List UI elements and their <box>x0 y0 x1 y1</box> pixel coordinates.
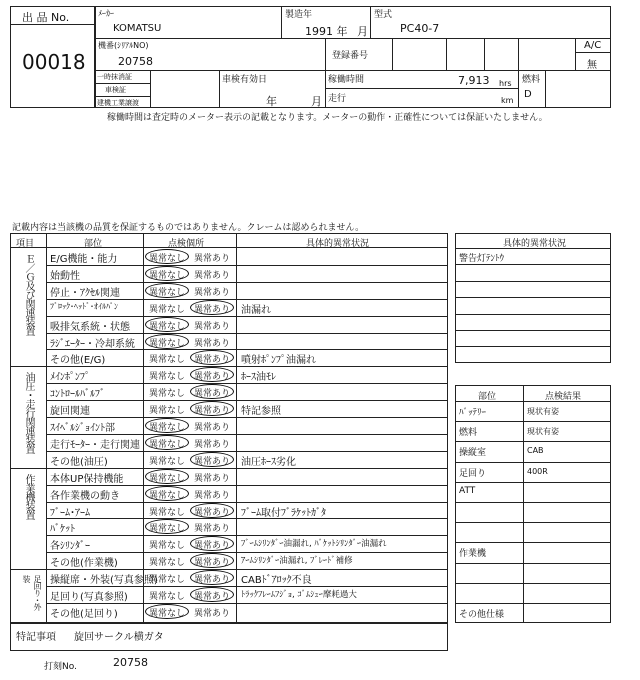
option-ok[interactable]: 異常なし <box>149 575 186 586</box>
option-ok[interactable]: 異常なし <box>149 321 186 332</box>
option-ok[interactable]: 異常なし <box>149 423 186 433</box>
expiry-year-unit: 年 <box>266 95 277 108</box>
inspection-expiry-label: 車検有効日 <box>222 75 268 85</box>
hours-unit: hrs <box>499 79 512 88</box>
option-ng[interactable]: 異常あり <box>194 287 231 298</box>
option-ok[interactable]: 異常なし <box>149 558 186 569</box>
construction-cert-label: 建機工業譲渡 <box>97 99 139 107</box>
selected-circle-mark <box>190 300 234 315</box>
selected-circle-mark <box>145 418 189 433</box>
option-ng[interactable]: 異常あり <box>194 321 231 332</box>
option-ng[interactable]: 異常あり <box>194 439 231 450</box>
option-ng[interactable]: 異常あり <box>194 558 231 569</box>
option-ng[interactable]: 異常あり <box>194 304 231 315</box>
option-ng[interactable]: 異常あり <box>194 254 231 264</box>
group-label: 足回り・外装 <box>22 575 42 611</box>
month-unit: 月 <box>357 25 368 38</box>
temp-permit-label: 一時抹消証 <box>97 73 132 81</box>
row-part: その他(作業機) <box>50 558 118 570</box>
lot-label: 出 品 No. <box>22 11 70 24</box>
stamp-label: 打刻No. <box>44 662 77 672</box>
option-ng[interactable]: 異常あり <box>194 592 231 602</box>
row-part: ｽｲﾍﾞﾙｼﾞｮｲﾝﾄ部 <box>50 423 115 434</box>
row-note: ﾌﾞｰﾑｼﾘﾝﾀﾞｰ油漏れ, ﾊﾞｹｯﾄｼﾘﾝﾀﾞｰ油漏れ <box>241 539 387 550</box>
row-part: ｺﾝﾄﾛｰﾙﾊﾞﾙﾌﾞ <box>50 389 105 401</box>
reg-number-label: 登録番号 <box>332 51 369 61</box>
col-header-part: 部位 <box>84 239 103 249</box>
option-ng[interactable]: 異常あり <box>194 608 231 619</box>
row-note: ﾄﾗｯｸﾌﾚｰﾑﾌｼﾞｮ, ｺﾞﾑｼｭｰ摩耗過大 <box>241 590 357 600</box>
results-row-part: ATT <box>459 485 476 496</box>
selected-circle-mark <box>145 435 189 450</box>
row-part: 旋回関連 <box>50 406 90 418</box>
row-part: その他(油圧) <box>50 456 108 468</box>
model-value: PC40-7 <box>400 22 440 35</box>
option-ok[interactable]: 異常なし <box>149 608 186 619</box>
option-ng[interactable]: 異常あり <box>194 490 231 501</box>
maker-label: ﾒｰｶｰ <box>98 9 114 18</box>
row-part: 足回り(写真参照) <box>50 592 128 603</box>
ac-value: 無 <box>587 60 597 71</box>
option-ng[interactable]: 異常あり <box>194 507 231 518</box>
results-header-part: 部位 <box>478 392 497 402</box>
option-ok[interactable]: 異常なし <box>149 507 186 518</box>
option-ok[interactable]: 異常なし <box>149 406 186 417</box>
selected-circle-mark <box>145 249 189 264</box>
ac-label: A/C <box>584 40 602 51</box>
lot-number: 00018 <box>22 50 86 74</box>
results-row-part: 操縦室 <box>459 448 487 459</box>
fuel-label: 燃料 <box>522 75 541 85</box>
row-part: ﾗｼﾞｴｰﾀｰ・冷却系統 <box>50 338 135 350</box>
selected-circle-mark <box>145 317 189 332</box>
option-ng[interactable]: 異常あり <box>194 575 231 586</box>
option-ng[interactable]: 異常あり <box>194 541 231 552</box>
results-header-result: 点検結果 <box>545 392 582 402</box>
row-part: 操縦席・外装(写真参照) <box>50 575 158 587</box>
row-part: その他(E/G) <box>50 355 106 367</box>
results-row-result: 400R <box>527 466 548 476</box>
option-ng[interactable]: 異常あり <box>194 456 231 467</box>
results-row-result: 現状有姿 <box>527 407 559 416</box>
selected-circle-mark <box>190 401 234 416</box>
remarks-label: 特記事項 <box>16 632 56 643</box>
option-ok[interactable]: 異常なし <box>149 338 186 349</box>
option-ng[interactable]: 異常あり <box>194 423 231 433</box>
remarks-value: 旋回サークル横ガタ <box>74 632 164 643</box>
inspection-cert-label: 車検証 <box>105 86 126 94</box>
col-header-check: 点検個所 <box>168 239 205 249</box>
serial-value: 20758 <box>118 55 153 68</box>
group-label: Ｅ／Ｇ及び関連装置 <box>23 254 34 335</box>
option-ok[interactable]: 異常なし <box>149 270 186 281</box>
year-value: 1991 年 <box>305 25 348 38</box>
row-note: ﾌﾞｰﾑ取付ﾌﾞﾗｹｯﾄｶﾞﾀ <box>241 507 326 519</box>
details-row: 警告灯ﾃﾝﾄｳ <box>459 254 505 264</box>
fuel-value: D <box>524 89 532 100</box>
expiry-month-unit: 月 <box>311 95 322 108</box>
results-row-result: CAB <box>527 446 544 456</box>
mileage-label: 走行 <box>328 94 347 104</box>
option-ng[interactable]: 異常あり <box>194 524 231 535</box>
row-note: 油圧ﾎｰｽ劣化 <box>241 456 296 468</box>
selected-circle-mark <box>145 469 189 484</box>
option-ok[interactable]: 異常なし <box>149 456 186 467</box>
right-details-header: 具体的異常状況 <box>503 239 567 249</box>
row-part: 走行ﾓｰﾀｰ・走行関連 <box>50 439 140 451</box>
selected-circle-mark <box>145 486 189 501</box>
hours-value: 7,913 <box>458 74 490 87</box>
results-row-part: 足回り <box>459 468 487 479</box>
option-ok[interactable]: 異常なし <box>149 355 186 366</box>
selected-circle-mark <box>145 334 189 349</box>
option-ok[interactable]: 異常なし <box>149 372 186 383</box>
results-row-part: 燃料 <box>459 428 478 439</box>
row-part: 各ｼﾘﾝﾀﾞｰ <box>50 541 90 553</box>
selected-circle-mark <box>190 570 234 585</box>
row-note: 噴射ﾎﾟﾝﾌﾟ油漏れ <box>241 355 316 367</box>
row-part: ﾌﾞｰﾑ･ｱｰﾑ <box>50 507 90 519</box>
option-ok[interactable]: 異常なし <box>149 304 186 315</box>
option-ok[interactable]: 異常なし <box>149 254 186 264</box>
selected-circle-mark <box>145 604 189 619</box>
row-part: 吸排気系統・状態 <box>50 321 130 333</box>
model-label: 型式 <box>374 10 393 20</box>
row-part: ﾒｲﾝﾎﾟﾝﾌﾟ <box>50 372 90 384</box>
row-note: ﾎｰｽ油ﾓﾚ <box>241 372 276 384</box>
serial-label: 機番(ｼﾘｱﾙNO) <box>98 41 149 50</box>
selected-circle-mark <box>190 587 234 602</box>
row-note: ｱｰﾑｼﾘﾝﾀﾞｰ油漏れ, ﾌﾞﾚｰﾄﾞ補修 <box>241 556 353 567</box>
option-ng[interactable]: 異常あり <box>194 270 231 281</box>
results-row-result: 現状有姿 <box>527 427 559 437</box>
row-part: ﾌﾞﾛｯｸ･ﾍｯﾄﾞ･ｵｲﾙﾊﾟﾝ <box>50 301 118 311</box>
maker-value: KOMATSU <box>113 23 162 34</box>
option-ng[interactable]: 異常あり <box>194 372 231 383</box>
year-label: 製造年 <box>285 10 313 20</box>
option-ng[interactable]: 異常あり <box>194 355 231 366</box>
option-ok[interactable]: 異常なし <box>149 592 186 602</box>
group-label: 作業機装置 <box>23 473 34 519</box>
option-ok[interactable]: 異常なし <box>149 541 186 552</box>
option-ok[interactable]: 異常なし <box>149 389 186 400</box>
group-label: 油圧・走行関連装置 <box>23 372 34 454</box>
results-row-part: 作業機 <box>459 549 487 560</box>
col-header-details: 具体的異常状況 <box>306 239 370 249</box>
option-ng[interactable]: 異常あり <box>194 406 231 417</box>
option-ng[interactable]: 異常あり <box>194 389 231 400</box>
selected-circle-mark <box>145 266 189 281</box>
row-note: 油漏れ <box>241 304 271 316</box>
row-part: 停止・ｱｸｾﾙ関連 <box>50 287 120 299</box>
selected-circle-mark <box>190 503 234 518</box>
hours-label: 稼働時間 <box>328 75 365 85</box>
option-ok[interactable]: 異常なし <box>149 439 186 450</box>
mileage-unit: km <box>501 96 514 105</box>
option-ok[interactable]: 異常なし <box>149 524 186 535</box>
hours-note: 稼働時間は査定時のメーター表示の記載となります。メーターの動作・正確性については保証いたしません。 <box>107 113 548 123</box>
results-row-part: その他仕様 <box>459 610 505 620</box>
row-note: CABﾄﾞｱﾛｯｸ不良 <box>241 575 312 587</box>
row-part: 各作業機の動き <box>50 490 120 502</box>
row-part: 本体UP保持機能 <box>50 473 124 485</box>
option-ok[interactable]: 異常なし <box>149 490 186 501</box>
selected-circle-mark <box>190 452 234 467</box>
row-part: その他(足回り) <box>50 608 118 620</box>
selected-circle-mark <box>145 283 189 298</box>
row-note: 特記参照 <box>241 406 281 418</box>
option-ok[interactable]: 異常なし <box>149 287 186 298</box>
option-ok[interactable]: 異常なし <box>149 473 186 484</box>
option-ng[interactable]: 異常あり <box>194 473 231 484</box>
col-header-item: 項目 <box>16 239 35 249</box>
row-part: ﾊﾞｹｯﾄ <box>50 524 75 536</box>
row-part: E/G機能・能力 <box>50 254 118 265</box>
row-part: 始動性 <box>50 270 80 282</box>
stamp-value: 20758 <box>113 656 148 669</box>
disclaimer: 記載内容は当該機の品質を保証するものではありません。クレームは認められません。 <box>12 223 365 233</box>
option-ng[interactable]: 異常あり <box>194 338 231 349</box>
results-row-part: ﾊﾞｯﾃﾘｰ <box>459 408 487 418</box>
